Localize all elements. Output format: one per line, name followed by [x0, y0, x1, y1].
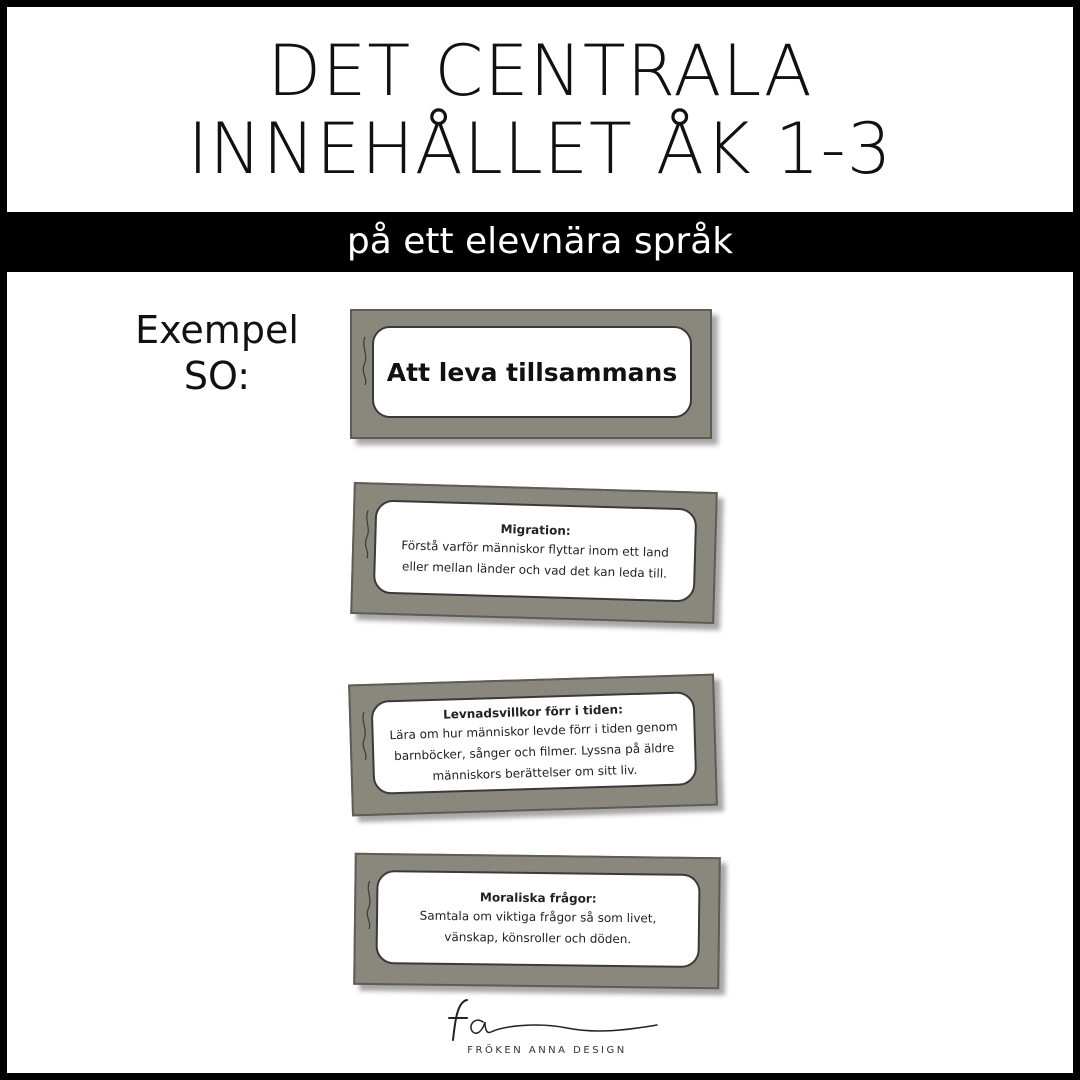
card-moraliska-fragor — [353, 853, 721, 989]
card-heading: Migration: — [500, 522, 571, 539]
brand-signature-icon — [427, 992, 667, 1044]
page-frame — [7, 7, 1073, 1073]
card-body-line: Lära om hur människor levde förr i tiden genom — [389, 719, 678, 742]
brand-logo — [427, 992, 667, 1062]
example-label-line-2: SO: — [183, 354, 251, 398]
card-heading: Levnadsvillkor förr i tiden: — [442, 701, 624, 722]
title-area — [7, 7, 1073, 212]
card-att-leva-tillsammans — [350, 309, 712, 439]
example-label-line-1: Exempel — [135, 308, 299, 352]
subtitle-text: på ett elevnära språk — [346, 221, 734, 262]
brand-name: FRÖKEN ANNA DESIGN — [467, 1045, 627, 1056]
page-title-line-1: DET CENTRALA — [267, 29, 813, 112]
card-logo-icon — [357, 706, 373, 766]
card-inner — [375, 870, 700, 968]
example-label — [127, 307, 307, 399]
card-body-line: barnböcker, sånger och filmer. Lyssna på äldre — [393, 740, 675, 763]
card-inner — [372, 326, 692, 418]
card-body-line: vänskap, könsroller och döden. — [444, 929, 632, 947]
card-body-line: Förstå varför människor flyttar inom ett land — [401, 538, 670, 560]
card-body-line: människors berättelser om sitt liv. — [432, 762, 638, 783]
card-levnadsvillkor — [348, 674, 718, 817]
card-inner — [373, 500, 697, 603]
card-logo-icon — [362, 875, 377, 935]
card-title: Att leva tillsammans — [386, 357, 678, 387]
card-logo-icon — [358, 331, 372, 391]
card-body-line: eller mellan länder och vad det kan leda till. — [401, 559, 668, 581]
subtitle-banner — [7, 212, 1073, 272]
card-body-line: Samtala om viktiga frågor så som livet, — [419, 908, 657, 926]
card-heading: Moraliska frågor: — [479, 890, 597, 906]
card-inner — [371, 691, 698, 795]
card-migration — [350, 482, 718, 624]
page-title-line-2: INNEHÅLLET ÅK 1-3 — [187, 107, 893, 190]
